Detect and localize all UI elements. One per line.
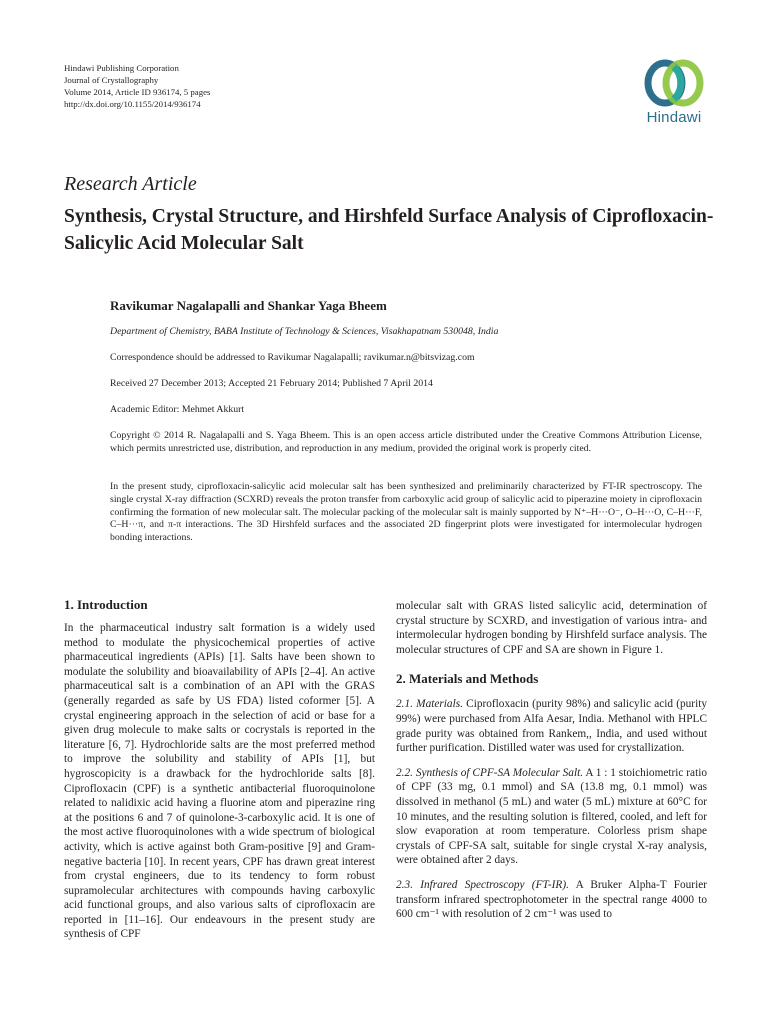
hindawi-logo [634, 58, 714, 126]
authors: Ravikumar Nagalapalli and Shankar Yaga Bheem [110, 298, 387, 313]
publication-dates: Received 27 December 2013; Accepted 21 February 2014; Published 7 April 2014 [110, 378, 433, 389]
hindawi-rings-icon [643, 58, 705, 108]
journal-name: Journal of Crystallography [64, 75, 159, 85]
paper-title: Synthesis, Crystal Structure, and Hirshfeld Surface Analysis of Ciprofloxacin-Salicylic Acid Molecular Salt [64, 206, 714, 254]
ftir-text: A Bruker Alpha-T Fourier transform infrared spectrophotometer in the spectral range 4000 to 600 cm⁻¹ with resolution of 2 cm⁻¹ was used to [396, 878, 707, 921]
introduction-paragraph: In the pharmaceutical industry salt formation is a widely used method to modulate the physicochemical properties of active pharmaceutical ingredients (APIs) [1]. Salts have been shown to modulate the solubility and bioavailability of APIs [2–4]. An active pharmaceutical salt is a combination of an API with the GRAS (generally regarded as safe by US FDA) listed coformer [5]. A crystal engineering approach in the selection of acid or base for a given drug molecule to make salts or cocrystals is reported in the literature [6, 7]. Hydrochloride salts are the most preferred method to improve the solubility and stability of APIs [1], but hygroscopicity is a drawback for the hydrochloride salts [8]. Ciprofloxacin (CPF) is a synthetic antibacterial fluoroquinolone related to nalidixic acid having a fluorine atom and piperazine ring at the positions 6 and 7 of quinolone-3-carboxylic acid. It is one of the most active fluoroquinolones with a wide spectrum of biological activity, which is active against both Gram-positive [9] and Gram-negative bacteria [10]. In recent years, CPF has drawn great interest from crystal engineers, due to its tendency to form robust supramolecular architectures with compounds having carboxylic acid functional groups, and also various salts of ciprofloxacin are reported in [11–16]. Our endeavours in the present study are synthesis of CPF [64, 622, 375, 941]
academic-editor: Academic Editor: Mehmet Akkurt [110, 404, 245, 415]
subsection-heading-synthesis: 2.2. Synthesis of CPF-SA Molecular Salt. [396, 766, 584, 779]
volume-info: Volume 2014, Article ID 936174, 5 pages [64, 87, 211, 97]
publisher-name: Hindawi Publishing Corporation [64, 63, 179, 73]
subsection-materials [396, 697, 707, 755]
section-heading-methods: 2. Materials and Methods [396, 671, 539, 687]
abstract: In the present study, ciprofloxacin-salicylic acid molecular salt has been synthesized and preliminarily characterized by FT-IR spectroscopy. The single crystal X-ray diffraction (SCXRD) reveals the proton transfer from carboxylic acid group of salicylic acid to piperazine moiety in ciprofloxacin confirming the formation of new molecular salt. The molecular packing of the molecular salt is mainly supported by N⁺–H···O⁻, O–H···O, C–H···F, C–H···π, and π-π interactions. The 3D Hirshfeld surfaces and the associated 2D fingerprint plots were investigated for intermolecular hydrogen bonding interactions. [110, 481, 702, 544]
copyright-notice: Copyright © 2014 R. Nagalapalli and S. Yaga Bheem. This is an open access article distributed under the Creative Commons Attribution License, which permits unrestricted use, distribution, and reproduction in any medium, provided the original work is properly cited. [110, 430, 702, 454]
left-column [64, 597, 375, 942]
subsection-heading-ftir: 2.3. Infrared Spectroscopy (FT-IR). [396, 878, 569, 891]
correspondence: Correspondence should be addressed to Ravikumar Nagalapalli; ravikumar.n@bitsvizag.com [110, 352, 475, 363]
section-heading-introduction: 1. Introduction [64, 597, 148, 612]
subsection-synthesis [396, 766, 707, 868]
journal-header [64, 62, 210, 110]
affiliation: Department of Chemistry, BABA Institute of Technology & Sciences, Visakhapatnam 530048, India [110, 326, 499, 337]
materials-text: Ciprofloxacin (purity 98%) and salicylic acid (purity 99%) were purchased from Alfa Aesar, India. Methanol with HPLC grade purity was obtained from Rankem,, India, and used without further purification. Distilled water was used for crystallization. [396, 698, 707, 755]
logo-text: Hindawi [646, 109, 702, 126]
synthesis-text: A 1 : 1 stoichiometric ratio of CPF (33 mg, 0.1 mmol) and SA (13.8 mg, 0.1 mmol) was dissolved in methanol (5 mL) and water (5 mL) mixture at 60°C for 10 minutes, and the resulting solution is filtered, cooled, and left for slow evaporation at room temperature. Colorless prism shape crystals of CPF-SA salt, suitable for single crystal X-ray analysis, were obtained after 2 days. [396, 766, 707, 867]
right-column [396, 599, 707, 922]
introduction-continuation: molecular salt with GRAS listed salicylic acid, determination of crystal structure by SCXRD, and investigation of various intra- and intermolecular hydrogen bonding by Hirshfeld surface analysis. The molecular structures of CPF and SA are shown in Figure 1. [396, 600, 707, 656]
article-type: Research Article [64, 173, 197, 195]
subsection-heading-materials: 2.1. Materials. [396, 698, 463, 711]
doi-link[interactable]: http://dx.doi.org/10.1155/2014/936174 [64, 99, 201, 109]
subsection-ftir [396, 878, 707, 922]
